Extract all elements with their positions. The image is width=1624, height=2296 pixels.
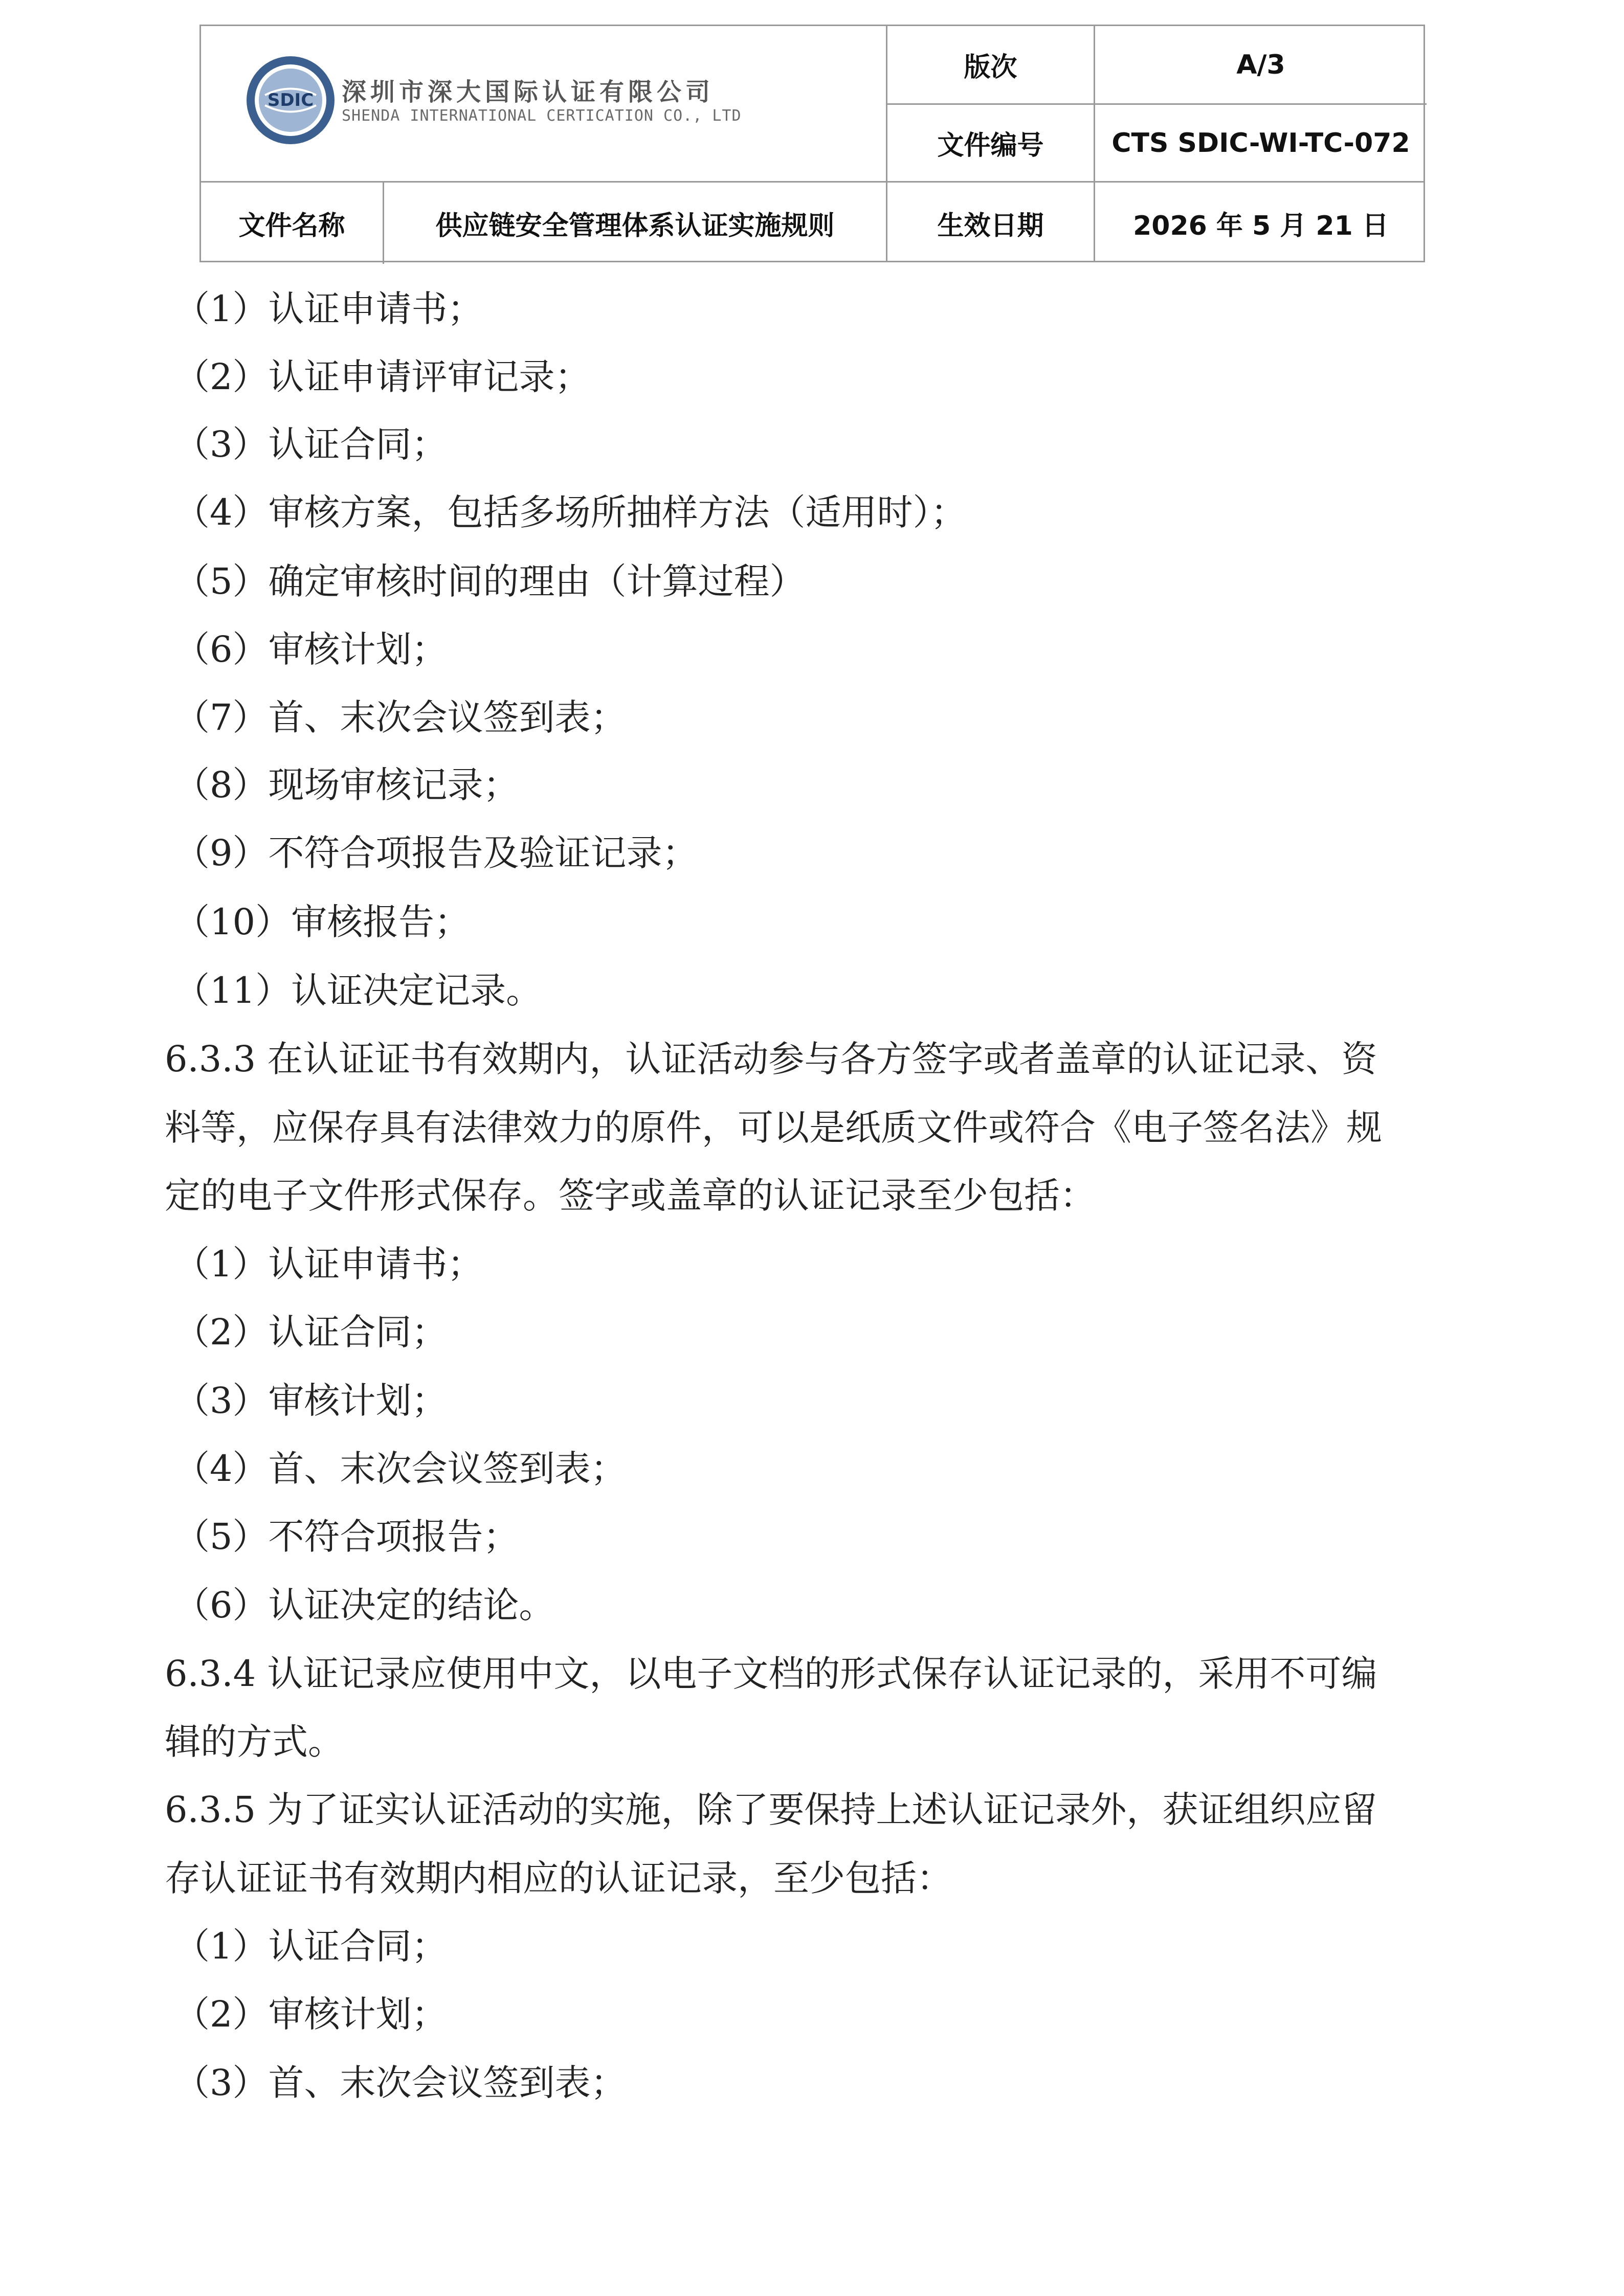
list-item: （11）认证决定记录。 — [174, 970, 542, 1011]
list-item: （3）首、末次会议签到表； — [174, 2062, 627, 2104]
doc-name-label: 文件名称 — [238, 211, 345, 241]
paragraph-line: 6.3.3 在认证证书有效期内，认证活动参与各方签字或者盖章的认证记录、资 — [165, 1038, 1377, 1080]
list-item: （2）认证合同； — [174, 1311, 448, 1353]
list-item: （10）审核报告； — [174, 901, 471, 943]
list-item: （7）首、末次会议签到表； — [174, 696, 627, 738]
list-item: （5）确定审核时间的理由（计算过程） — [174, 560, 806, 602]
list-item: （1）认证合同； — [174, 1925, 448, 1967]
list-item: （1）认证申请书； — [174, 288, 483, 330]
effective-date-value: 2026 年 5 月 21 日 — [1133, 211, 1389, 241]
version-value: A/3 — [1236, 49, 1285, 80]
version-label: 版次 — [964, 52, 1017, 83]
list-item: （6）审核计划； — [174, 628, 448, 670]
list-item: （1）认证申请书； — [174, 1243, 483, 1285]
paragraph-line: 料等，应保存具有法律效力的原件，可以是纸质文件或符合《电子签名法》规 — [165, 1107, 1382, 1149]
paragraph-line: 存认证证书有效期内相应的认证记录，至少包括： — [165, 1857, 952, 1899]
effective-date-label: 生效日期 — [937, 211, 1044, 241]
list-item: （2）审核计划； — [174, 1993, 448, 2035]
company-name-en: SHENDA INTERNATIONAL CERTICATION CO., LTD — [342, 107, 742, 125]
doc-name-value: 供应链安全管理体系认证实施规则 — [435, 211, 835, 241]
paragraph-line: 定的电子文件形式保存。签字或盖章的认证记录至少包括： — [165, 1175, 1096, 1217]
list-item: （3）认证合同； — [174, 423, 448, 465]
list-item: （2）认证申请评审记录； — [174, 356, 591, 398]
doc-number-value: CTS SDIC-WI-TC-072 — [1111, 127, 1410, 159]
company-name-cn: 深圳市深大国际认证有限公司 — [342, 78, 715, 106]
paragraph-line: 6.3.4 认证记录应使用中文，以电子文档的形式保存认证记录的，采用不可编 — [165, 1653, 1377, 1695]
list-item: （5）不符合项报告； — [174, 1516, 519, 1558]
company-logo — [244, 54, 337, 146]
paragraph-line: 辑的方式。 — [165, 1721, 344, 1763]
svg-text:SDIC: SDIC — [267, 90, 314, 110]
paragraph-line: 6.3.5 为了证实认证活动的实施，除了要保持上述认证记录外，获证组织应留 — [165, 1789, 1377, 1831]
list-item: （3）审核计划； — [174, 1380, 448, 1422]
document-header-table — [199, 25, 1425, 262]
list-item: （6）认证决定的结论。 — [174, 1584, 555, 1626]
list-item: （4）审核方案，包括多场所抽样方法（适用时）； — [174, 491, 967, 533]
list-item: （8）现场审核记录； — [174, 764, 519, 806]
list-item: （4）首、末次会议签到表； — [174, 1448, 627, 1490]
list-item: （9）不符合项报告及验证记录； — [174, 832, 698, 874]
doc-number-label: 文件编号 — [937, 130, 1044, 161]
